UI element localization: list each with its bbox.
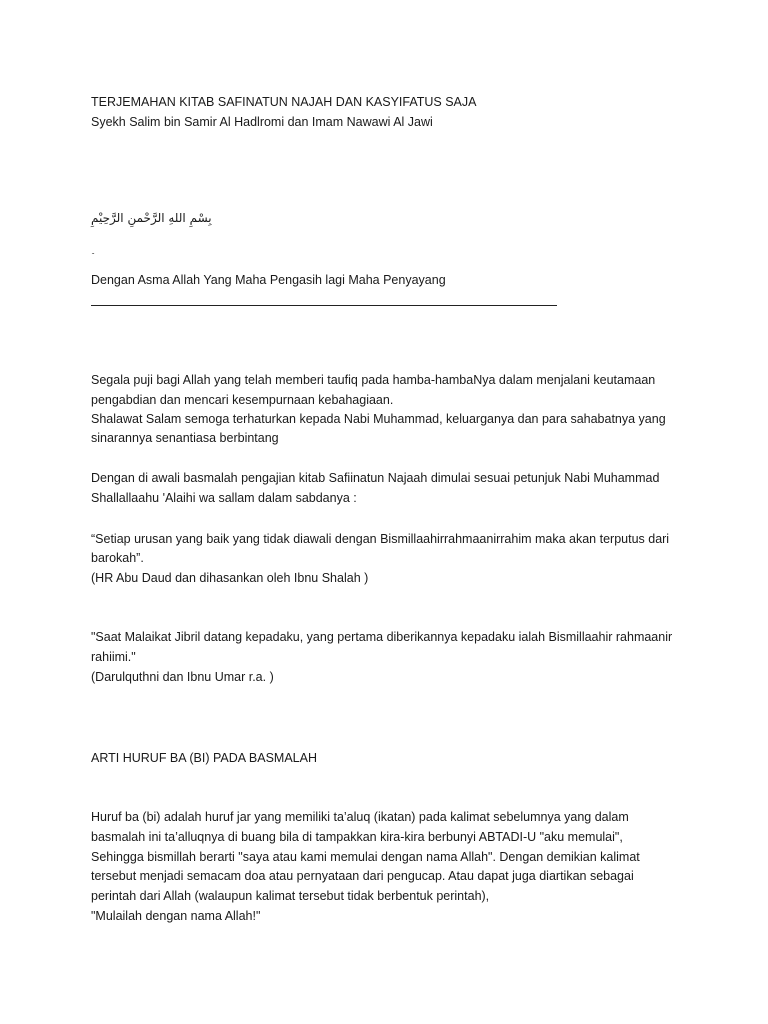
paragraph-line: sinarannya senantiasa berbintang — [91, 431, 279, 445]
paragraph-line: Segala puji bagi Allah yang telah memberi taufiq pada hamba-hambaNya dalam menjalani keutamaan — [91, 373, 656, 387]
section-body-line: perintah dari Allah (walaupun kalimat tersebut tidak berbentuk perintah), — [91, 889, 490, 903]
paragraph-line: Shalawat Salam semoga terhaturkan kepada Nabi Muhammad, keluarganya dan para sahabatnya yang — [91, 412, 666, 426]
section-body-line: basmalah ini ta’alluqnya di buang bila di tampakkan kira-kira berbunyi ABTADI-U "aku memulai", — [91, 830, 623, 844]
document-authors: Syekh Salim bin Samir Al Hadlromi dan Imam Nawawi Al Jawi — [91, 115, 433, 129]
hadith-source: (HR Abu Daud dan dihasankan oleh Ibnu Shalah ) — [91, 571, 369, 585]
document-title: TERJEMAHAN KITAB SAFINATUN NAJAH DAN KASYIFATUS SAJA — [91, 95, 477, 109]
basmalah-translation: Dengan Asma Allah Yang Maha Pengasih lagi Maha Penyayang — [91, 273, 446, 287]
horizontal-rule — [91, 305, 557, 306]
basmalah-arabic: بِسْمِ اللهِ الرَّحْمنِ الرَّحِيْمِ — [91, 211, 212, 225]
hadith-quote-line: "Saat Malaikat Jibril datang kepadaku, yang pertama diberikannya kepadaku ialah Bismillaahir rahmaanir — [91, 630, 673, 644]
section-body-line: tersebut menjadi semacam doa atau pernyataan dari pengucap. Atau dapat juga diartikan sebagai — [91, 869, 634, 883]
hadith-quote-line: barokah”. — [91, 551, 144, 565]
paragraph-line: Dengan di awali basmalah pengajian kitab Safiinatun Najaah dimulai sesuai petunjuk Nabi Muhammad — [91, 471, 660, 485]
paragraph-line: Shallallaahu 'Alaihi wa sallam dalam sabdanya : — [91, 491, 357, 505]
paragraph-line: pengabdian dan mencari kesempurnaan kebahagiaan. — [91, 393, 394, 407]
section-body-line: "Mulailah dengan nama Allah!" — [91, 909, 261, 923]
section-body-line: Sehingga bismillah berarti "saya atau kami memulai dengan nama Allah". Dengan demikian kalimat — [91, 850, 640, 864]
hadith-quote-line: rahiimi." — [91, 650, 136, 664]
hadith-source: (Darulquthni dan Ibnu Umar r.a. ) — [91, 670, 274, 684]
section-heading: ARTI HURUF BA (BI) PADA BASMALAH — [91, 751, 317, 765]
section-body-line: Huruf ba (bi) adalah huruf jar yang memiliki ta’aluq (ikatan) pada kalimat sebelumnya yang dalam — [91, 810, 629, 824]
hadith-quote-line: “Setiap urusan yang baik yang tidak diawali dengan Bismillaahirrahmaanirrahim maka akan terputus dari — [91, 532, 670, 546]
